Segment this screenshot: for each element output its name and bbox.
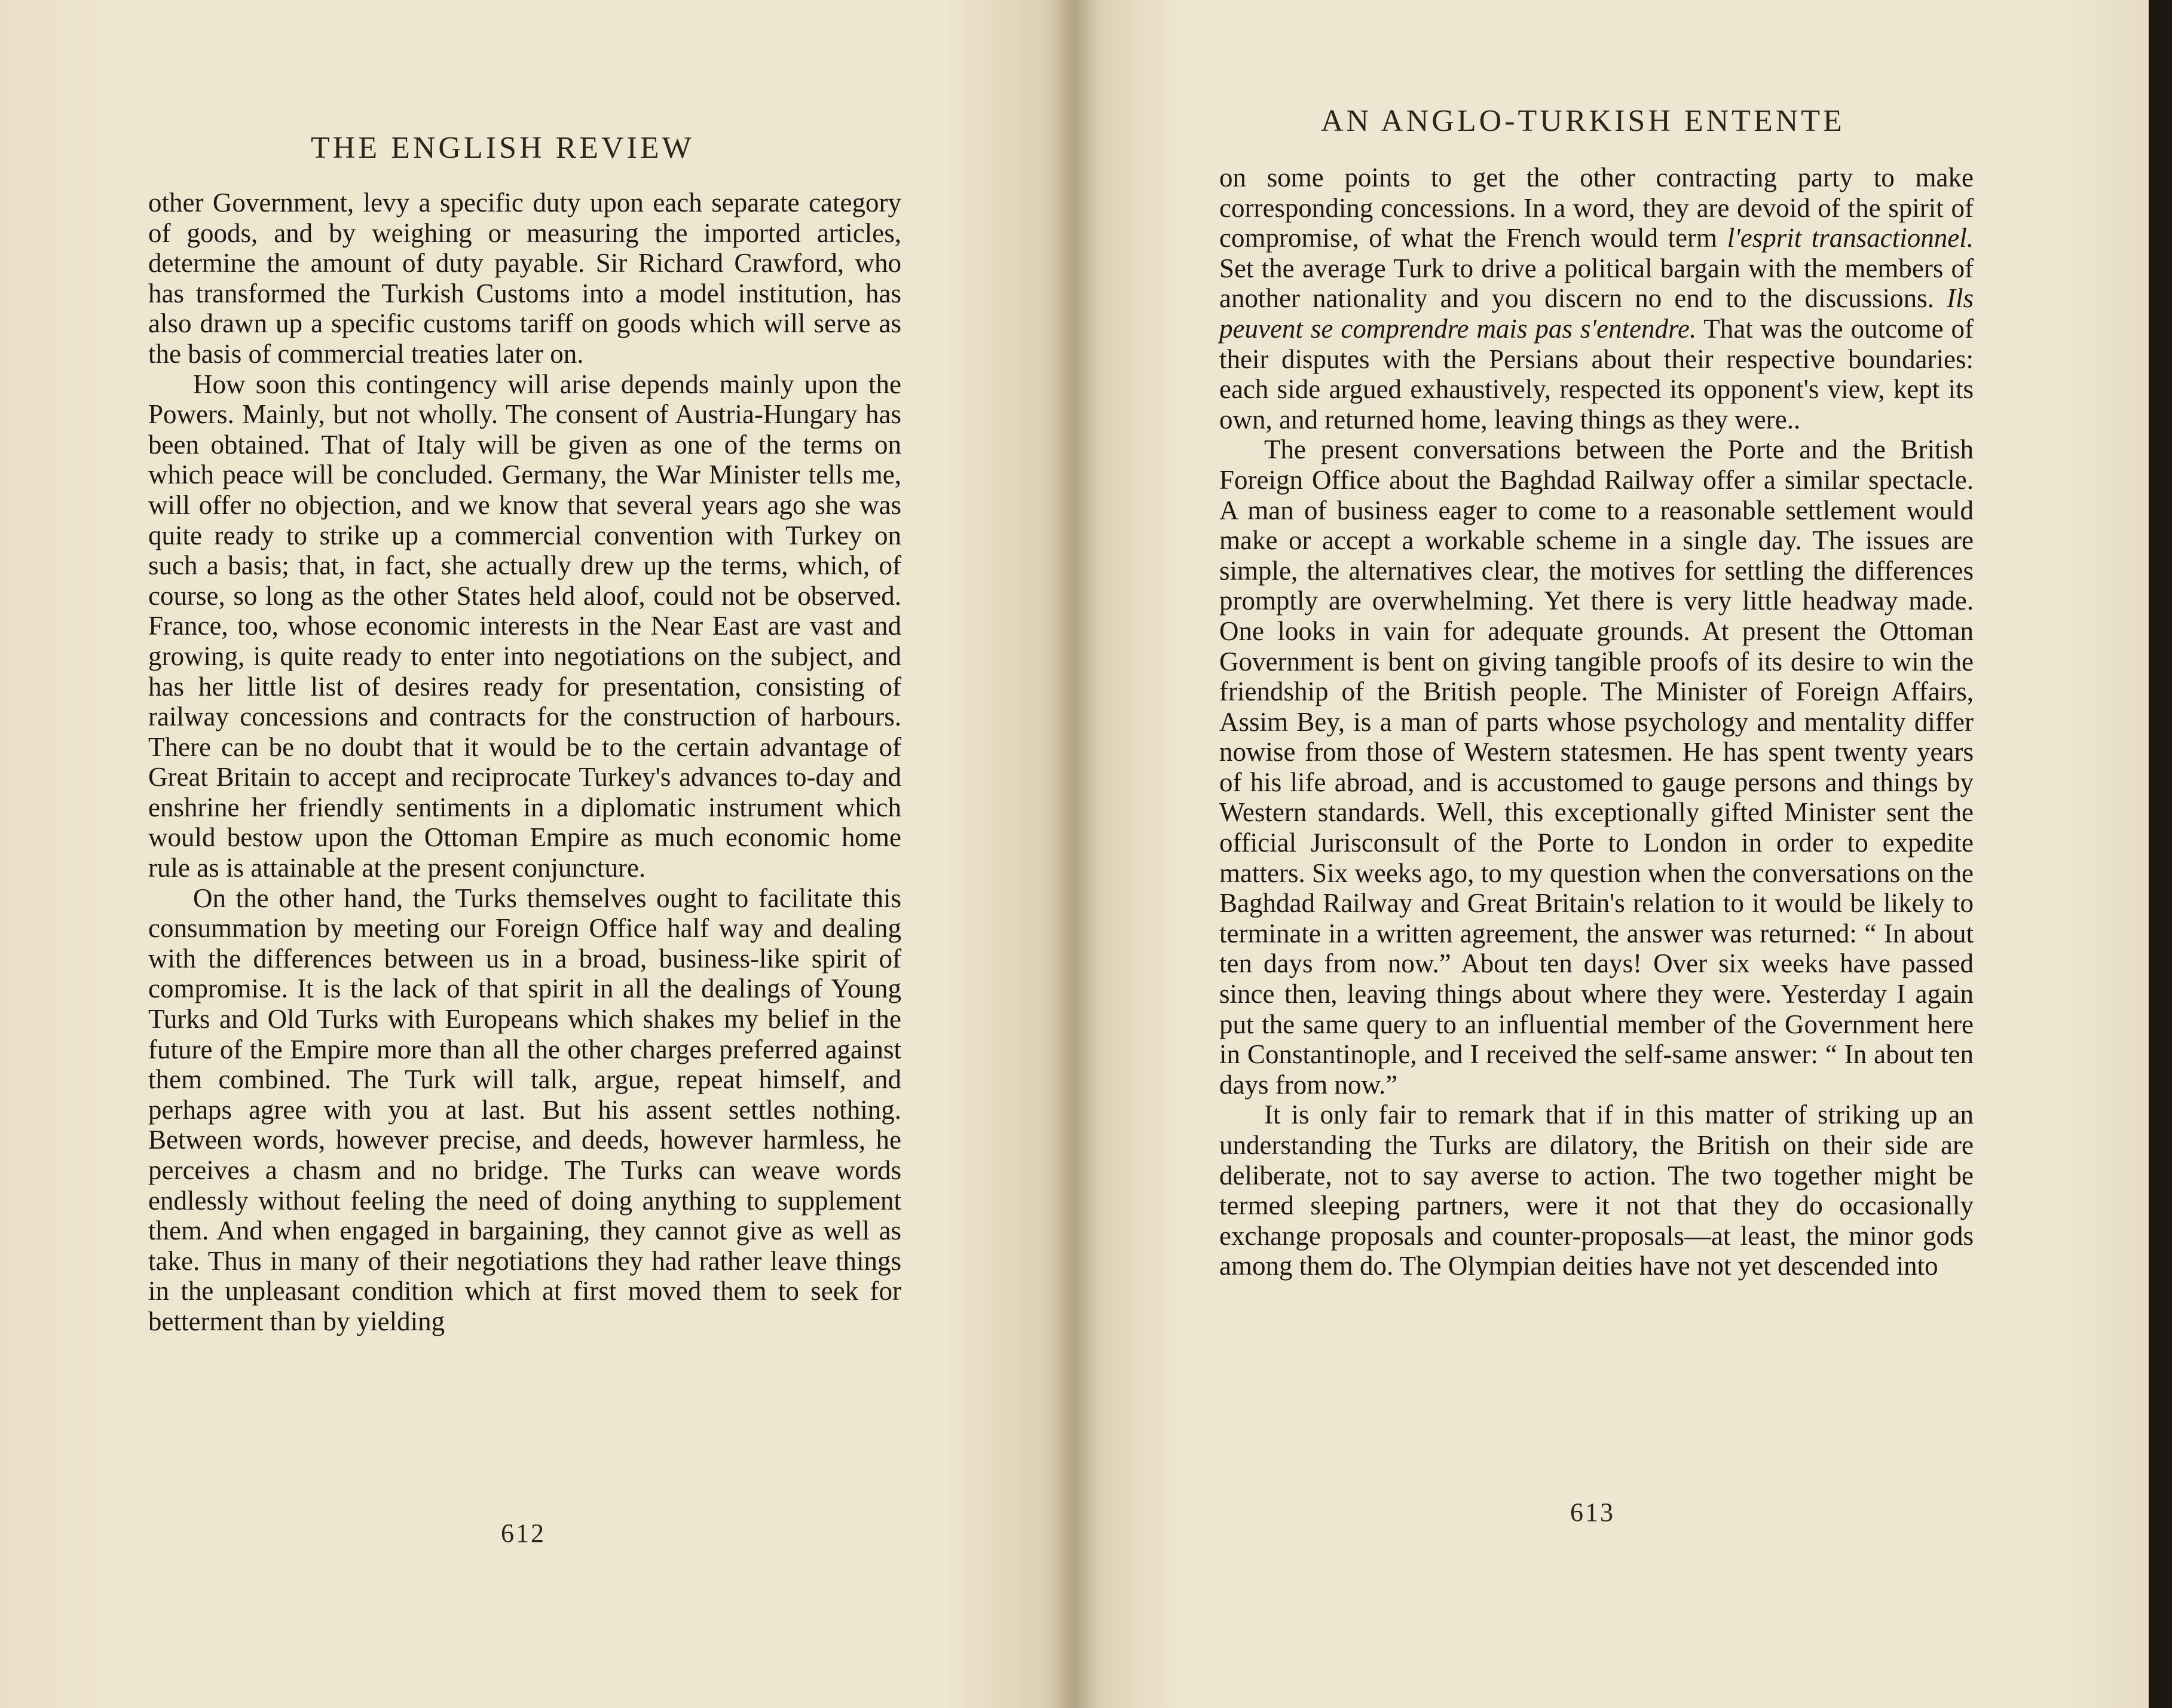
page-number: 612 xyxy=(501,1519,546,1548)
text-run: That was the outcome of their disputes with the Persians about their respective boundaries: each side argued exhaustively, respected its opponent's view, kept its own, and returned home, leaving things as they were.. xyxy=(1219,313,1974,434)
left-page xyxy=(0,0,1073,1708)
text-run: Set the average Turk to drive a political bargain with the members of another nationality and you discern no end to the discussions. xyxy=(1219,253,1974,314)
page-edge xyxy=(2149,0,2172,1708)
running-head: AN ANGLO-TURKISH ENTENTE xyxy=(1321,104,1845,138)
italic-phrase: l'esprit transactionnel. xyxy=(1727,223,1974,253)
page-number: 613 xyxy=(1570,1498,1615,1527)
text-column xyxy=(148,188,901,1337)
text-column xyxy=(1219,163,1974,1281)
right-page xyxy=(1073,0,2149,1708)
paragraph: other Government, levy a specific duty upon each separate category of goods, and by weighing or measuring the imported articles, determine the amount of duty payable. Sir Richard Crawford, who has transformed the Turkish Customs into a model institution, has also drawn up a specific customs tariff on goods which will serve as the basis of commercial treaties later on. xyxy=(148,188,901,369)
paragraph: The present conversations between the Porte and the British Foreign Office about the Baghdad Railway offer a similar spectacle. A man of business eager to come to a reasonable settlement would make or accept a workable scheme in a single day. The issues are simple, the alternatives clear, the motives for settling the differences promptly are overwhelming. Yet there is very little headway made. One looks in vain for adequate grounds. At present the Ottoman Government is bent on giving tangible proofs of its desire to win the friendship of the British people. The Minister of Foreign Affairs, Assim Bey, is a man of parts whose psychology and mentality differ nowise from those of Western statesmen. He has spent twenty years of his life abroad, and is accustomed to gauge persons and things by Western standards. Well, this exceptionally gifted Minister sent the official Jurisconsult of the Porte to London in order to expedite matters. Six weeks ago, to my question when the conversations on the Baghdad Railway and Great Britain's relation to it would be likely to terminate in a written agreement, the answer was returned: “ In about ten days from now.” About ten days! Over six weeks have passed since then, leaving things about where they were. Yesterday I again put the same query to an influential member of the Government here in Constantinople, and I received the self-same answer: “ In about ten days from now.” xyxy=(1219,434,1974,1100)
running-head: THE ENGLISH REVIEW xyxy=(311,131,695,165)
text-run: on some points to get the other contracting party to make corresponding concessions. In a word, they are devoid of the spirit of compromise, of what the French would term xyxy=(1219,163,1974,253)
paragraph: It is only fair to remark that if in this matter of striking up an understanding the Turks are dilatory, the British on their side are deliberate, not to say averse to action. The two together might be termed sleeping partners, were it not that they do occasionally exchange proposals and counter-proposals—at least, the minor gods among them do. The Olympian deities have not yet descended into xyxy=(1219,1100,1974,1281)
paragraph: How soon this contingency will arise depends mainly upon the Powers. Mainly, but not wholly. The consent of Austria-Hungary has been obtained. That of Italy will be given as one of the terms on which peace will be concluded. Germany, the War Minister tells me, will offer no objection, and we know that several years ago she was quite ready to strike up a commercial convention with Turkey on such a basis; that, in fact, she actually drew up the terms, which, of course, so long as the other States held aloof, could not be observed. France, too, whose economic interests in the Near East are vast and growing, is quite ready to enter into negotiations on the subject, and has her little list of desires ready for presentation, consisting of railway concessions and contracts for the construction of harbours. There can be no doubt that it would be to the certain advantage of Great Britain to accept and reciprocate Turkey's advances to-day and enshrine her friendly sentiments in a diplomatic instrument which would bestow upon the Ottoman Empire as much economic home rule as is attainable at the present conjuncture. xyxy=(148,369,901,883)
paragraph: On the other hand, the Turks themselves ought to facilitate this consummation by meeting our Foreign Office half way and dealing with the differences between us in a broad, business-like spirit of compromise. It is the lack of that spirit in all the dealings of Young Turks and Old Turks with Europeans which shakes my belief in the future of the Empire more than all the other charges preferred against them combined. The Turk will talk, argue, repeat himself, and perhaps agree with you at last. But his assent settles nothing. Between words, however precise, and deeds, however harmless, he perceives a chasm and no bridge. The Turks can weave words endlessly without feeling the need of doing anything to supplement them. And when engaged in bargaining, they cannot give as well as take. Thus in many of their negotiations they had rather leave things in the unpleasant condition which at first moved them to seek for betterment than by yielding xyxy=(148,883,901,1336)
paragraph xyxy=(1219,163,1974,434)
italic-phrase: Ils peuvent se comprendre mais pas s'entendre. xyxy=(1219,283,1974,344)
